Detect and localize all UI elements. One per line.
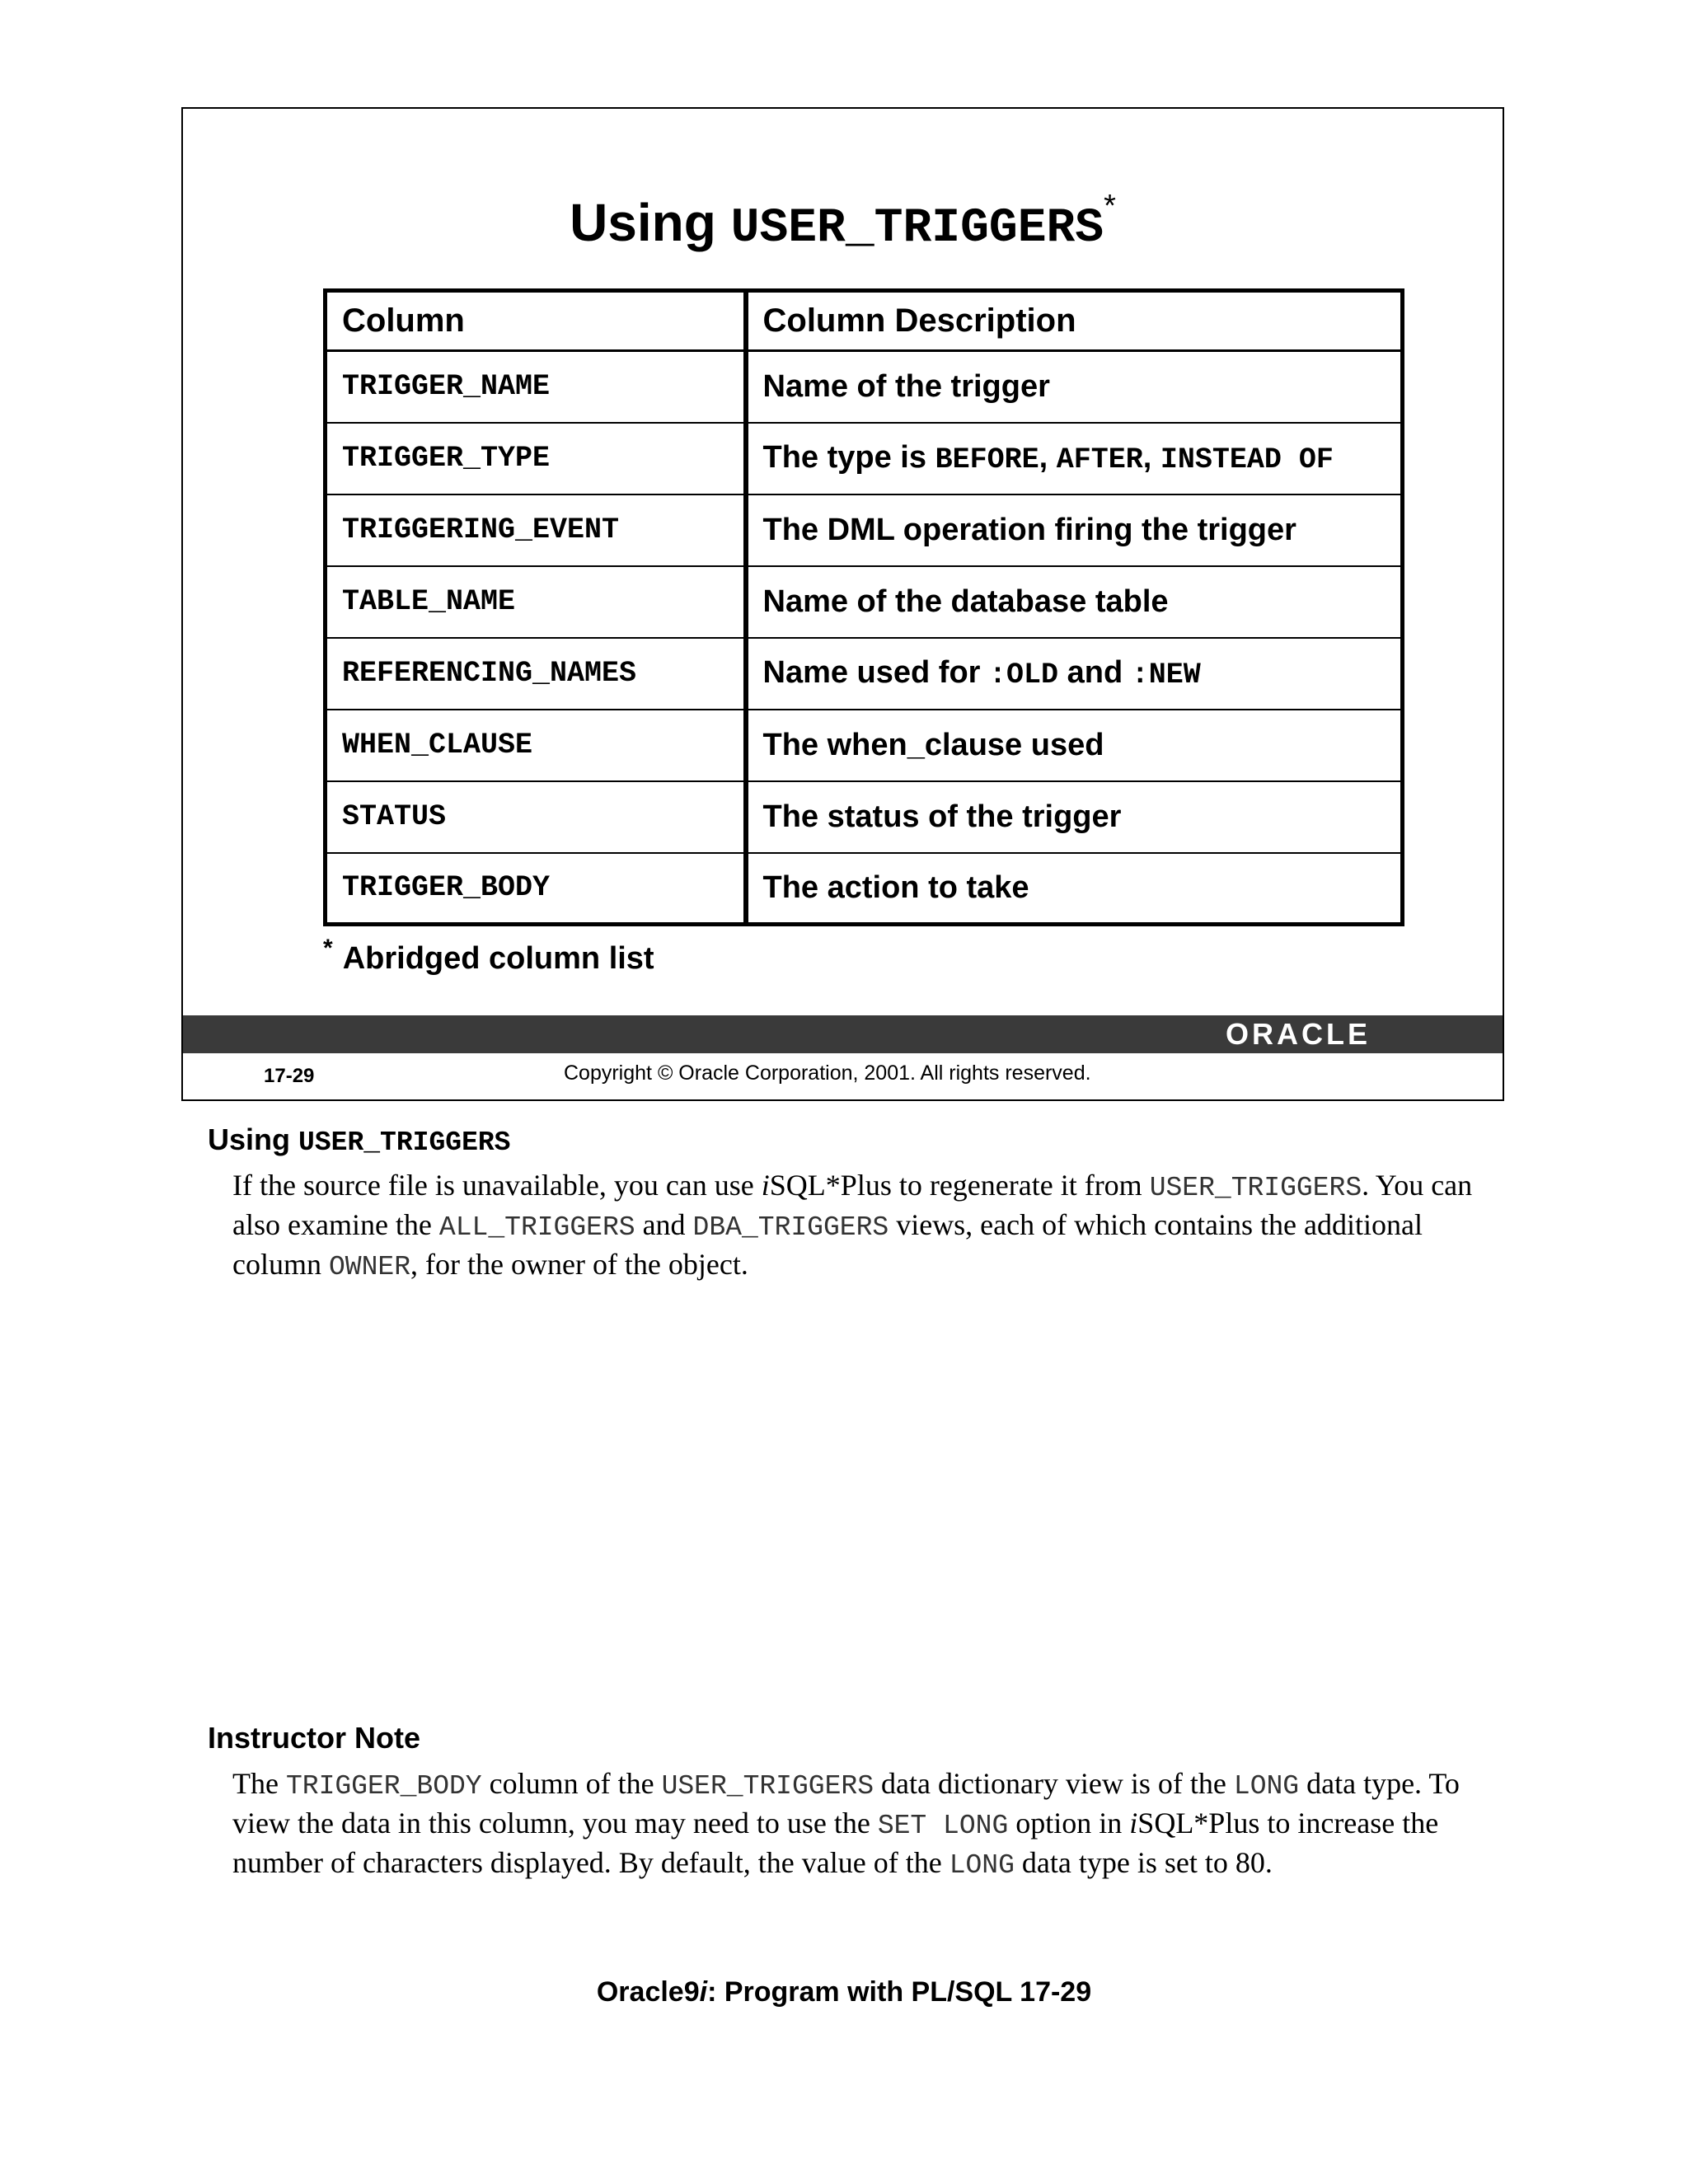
cell-desc: Name used for :OLD and :NEW bbox=[746, 638, 1403, 710]
table-row bbox=[326, 351, 1403, 423]
cell-desc: Name of the trigger bbox=[746, 351, 1403, 423]
notes-heading: Using USER_TRIGGERS bbox=[208, 1122, 511, 1158]
notes-paragraph: If the source file is unavailable, you can use iSQL*Plus to regenerate it from USER_TRIGGERS. You can also examine the ALL_TRIGGERS and DBA_TRIGGERS views, each of which contains the additional column OWNER, for the owner of the object. bbox=[232, 1169, 1473, 1282]
cell-column: WHEN_CLAUSE bbox=[326, 710, 746, 781]
cell-column: TRIGGER_NAME bbox=[326, 351, 746, 423]
table-row bbox=[326, 853, 1403, 925]
footnote-text: Abridged column list bbox=[342, 941, 654, 976]
table-row bbox=[326, 423, 1403, 494]
cell-desc: The when_clause used bbox=[746, 710, 1403, 781]
cell-column: TRIGGER_BODY bbox=[326, 853, 746, 925]
slide-title bbox=[183, 191, 1503, 258]
footnote bbox=[323, 935, 654, 977]
slide bbox=[181, 107, 1504, 1101]
cell-desc: The status of the trigger bbox=[746, 781, 1403, 853]
cell-desc: The DML operation firing the trigger bbox=[746, 494, 1403, 566]
footnote-star: * bbox=[323, 935, 333, 962]
instructor-note-paragraph: The TRIGGER_BODY column of the USER_TRIGGERS data dictionary view is of the LONG data type. To view the data in this column, you may need to use the SET LONG option in iSQL*Plus to increase the number of characters displayed. By default, the value of the LONG data type is set to 80. bbox=[232, 1767, 1460, 1881]
table-row bbox=[326, 638, 1403, 710]
instructor-note-heading: Instructor Note bbox=[208, 1721, 421, 1755]
title-code: USER_TRIGGERS bbox=[730, 202, 1104, 255]
copyright: Copyright © Oracle Corporation, 2001. All rights reserved. bbox=[564, 1062, 1091, 1085]
slide-number: 17-29 bbox=[264, 1065, 315, 1087]
cell-desc: The type is BEFORE, AFTER, INSTEAD OF bbox=[746, 423, 1403, 494]
header-column: Column bbox=[326, 291, 746, 351]
cell-column: REFERENCING_NAMES bbox=[326, 638, 746, 710]
columns-table bbox=[323, 288, 1404, 926]
cell-column: TRIGGERING_EVENT bbox=[326, 494, 746, 566]
table-row bbox=[326, 710, 1403, 781]
title-star: * bbox=[1104, 189, 1116, 223]
title-prefix: Using bbox=[570, 193, 716, 252]
oracle-logo: ORACLE bbox=[1226, 1017, 1371, 1051]
header-description: Column Description bbox=[746, 291, 1403, 351]
table-row bbox=[326, 566, 1403, 638]
cell-column: STATUS bbox=[326, 781, 746, 853]
cell-desc: Name of the database table bbox=[746, 566, 1403, 638]
table-row bbox=[326, 494, 1403, 566]
cell-column: TRIGGER_TYPE bbox=[326, 423, 746, 494]
cell-desc: The action to take bbox=[746, 853, 1403, 925]
cell-column: TABLE_NAME bbox=[326, 566, 746, 638]
page-footer: Oracle9i: Program with PL/SQL 17-29 bbox=[596, 1976, 1092, 2008]
table-header-row bbox=[326, 291, 1403, 351]
table-row bbox=[326, 781, 1403, 853]
